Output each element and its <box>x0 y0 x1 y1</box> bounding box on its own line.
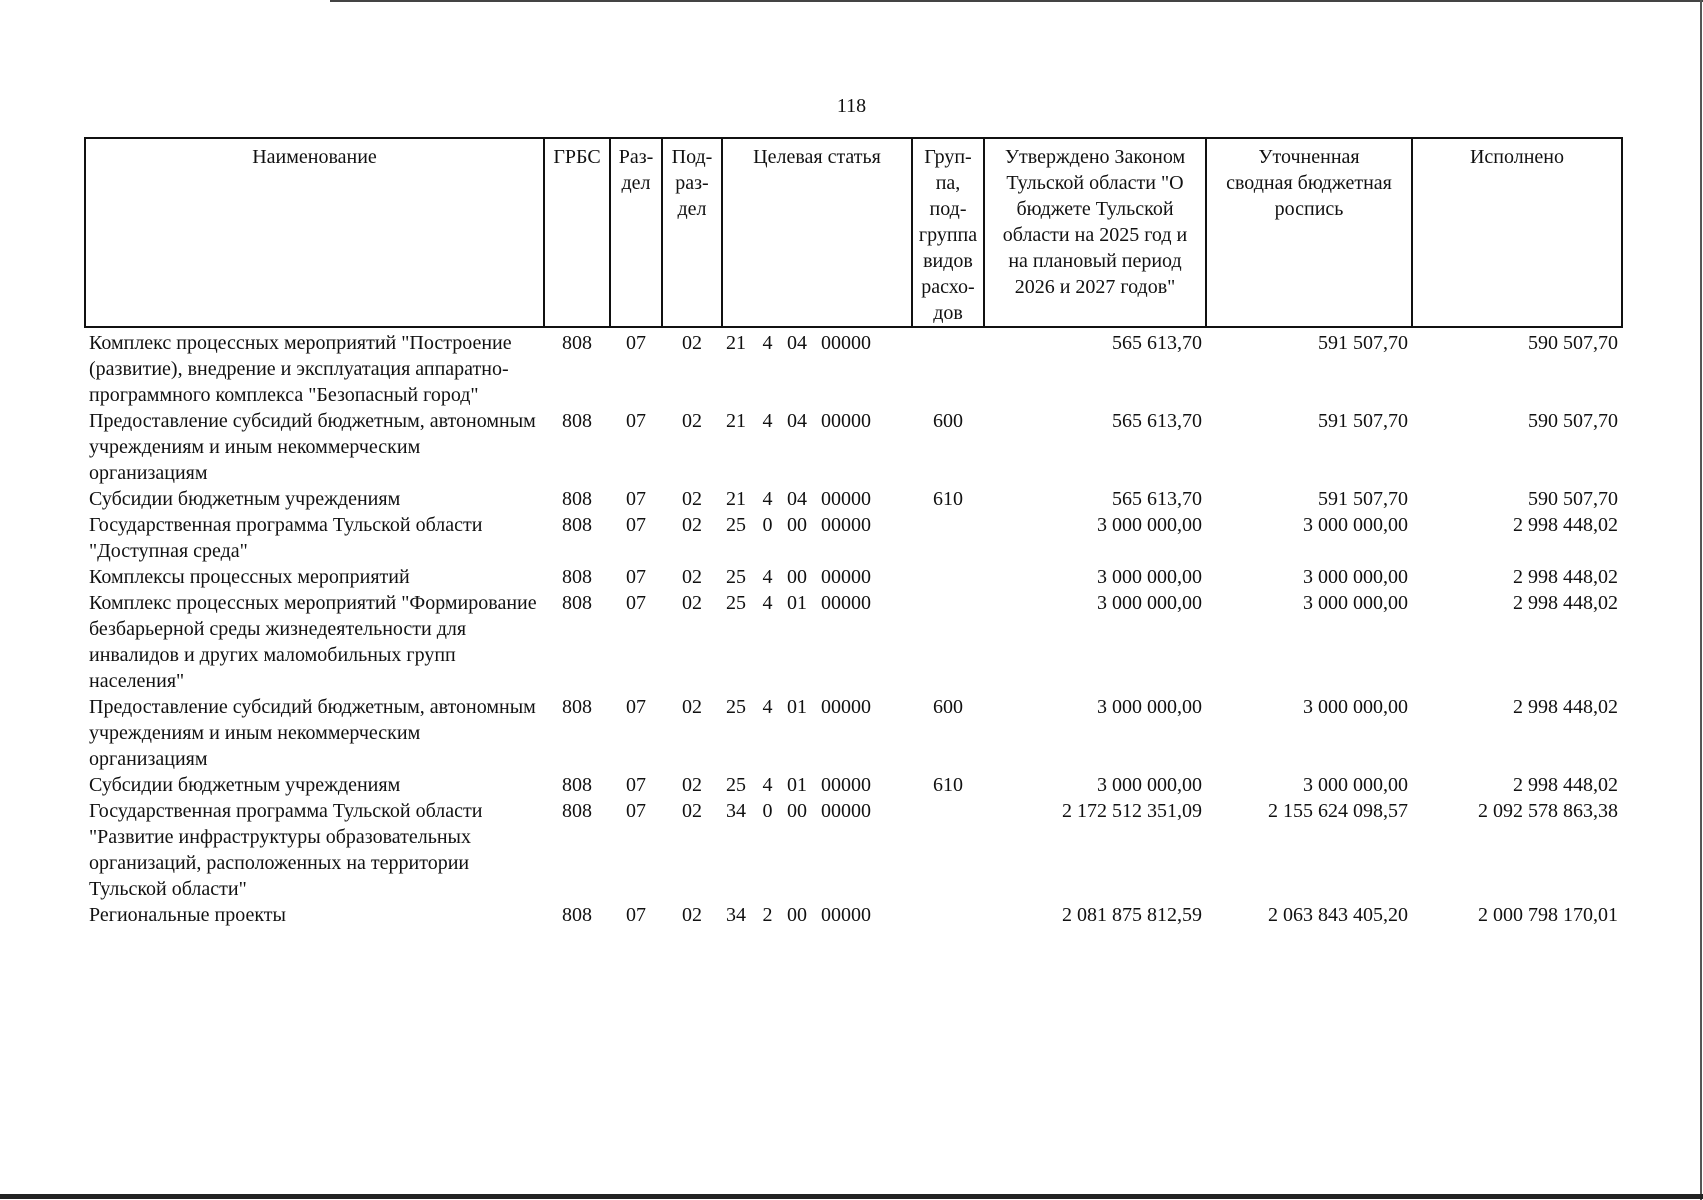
target-article-part: 00 <box>787 904 807 926</box>
top-border-line <box>330 0 1703 2</box>
target-article-part: 01 <box>787 592 807 614</box>
table-row <box>85 486 1622 512</box>
row-name: Комплекс процессных мероприятий "Построение (развитие), внедрение и эксплуатация аппаратно-программного комплекса "Безопасный город" <box>89 332 512 406</box>
row-name: Субсидии бюджетным учреждениям <box>89 488 401 510</box>
row-executed: 590 507,70 <box>1528 410 1618 432</box>
header-executed: Исполнено <box>1412 138 1622 327</box>
target-article-part: 4 <box>762 774 773 796</box>
row-expense-group: 610 <box>933 488 963 510</box>
row-refined: 591 507,70 <box>1318 488 1408 510</box>
target-article-part: 4 <box>762 410 773 432</box>
row-executed: 590 507,70 <box>1528 332 1618 354</box>
target-article-part: 01 <box>787 774 807 796</box>
row-executed: 2 998 448,02 <box>1513 566 1618 588</box>
row-name: Комплекс процессных мероприятий "Формирование безбарьерной среды жизнедеятельности для инвалидов и других маломобильных групп населения" <box>89 592 537 692</box>
row-approved: 3 000 000,00 <box>1097 566 1202 588</box>
row-name: Государственная программа Тульской области "Доступная среда" <box>89 514 483 562</box>
row-executed: 2 998 448,02 <box>1513 514 1618 536</box>
row-approved: 3 000 000,00 <box>1097 514 1202 536</box>
header-refined: Уточненная сводная бюджетная роспись <box>1206 138 1412 327</box>
row-expense-group <box>912 564 984 590</box>
target-article-part: 25 <box>726 774 746 796</box>
target-article-part: 4 <box>762 566 773 588</box>
row-approved: 565 613,70 <box>1112 410 1202 432</box>
row-approved: 3 000 000,00 <box>1097 696 1202 718</box>
row-target-article <box>722 486 912 512</box>
row-name: Государственная программа Тульской области "Развитие инфраструктуры образовательных организаций, расположенных на территории Тульской области" <box>89 800 483 900</box>
target-article-part: 4 <box>762 488 773 510</box>
row-razdel: 07 <box>626 696 646 718</box>
table-body <box>85 327 1622 928</box>
row-executed: 2 998 448,02 <box>1513 696 1618 718</box>
target-article-part: 00 <box>787 514 807 536</box>
target-article-part: 00000 <box>821 514 871 536</box>
table-row <box>85 408 1622 486</box>
row-expense-group: 610 <box>933 774 963 796</box>
row-podrazdel: 02 <box>682 696 702 718</box>
row-name: Предоставление субсидий бюджетным, автономным учреждениям и иным некоммерческим организациям <box>89 410 536 484</box>
row-target-article <box>722 902 912 928</box>
row-refined: 3 000 000,00 <box>1303 592 1408 614</box>
row-expense-group <box>912 902 984 928</box>
row-expense-group: 600 <box>933 696 963 718</box>
table-row <box>85 512 1622 564</box>
row-refined: 3 000 000,00 <box>1303 774 1408 796</box>
target-article-part: 4 <box>762 332 773 354</box>
row-expense-group <box>912 798 984 902</box>
row-razdel: 07 <box>626 774 646 796</box>
table-row <box>85 694 1622 772</box>
row-razdel: 07 <box>626 410 646 432</box>
target-article-part: 21 <box>726 410 746 432</box>
row-razdel: 07 <box>626 566 646 588</box>
row-grbs: 808 <box>562 410 592 432</box>
target-article-part: 00 <box>787 566 807 588</box>
row-razdel: 07 <box>626 904 646 926</box>
target-article-part: 21 <box>726 488 746 510</box>
row-refined: 591 507,70 <box>1318 410 1408 432</box>
right-border-line <box>1700 0 1702 1200</box>
row-name: Субсидии бюджетным учреждениям <box>89 774 401 796</box>
target-article-part: 00000 <box>821 566 871 588</box>
target-article-part: 00000 <box>821 332 871 354</box>
header-expense-group: Груп- па, под- группа видов расхо- дов <box>912 138 984 327</box>
row-expense-group <box>912 512 984 564</box>
row-podrazdel: 02 <box>682 410 702 432</box>
row-razdel: 07 <box>626 332 646 354</box>
target-article-part: 25 <box>726 592 746 614</box>
target-article-part: 00000 <box>821 592 871 614</box>
page-number: 118 <box>836 95 867 117</box>
row-approved: 2 081 875 812,59 <box>1062 904 1202 926</box>
row-approved: 3 000 000,00 <box>1097 592 1202 614</box>
row-refined: 3 000 000,00 <box>1303 566 1408 588</box>
header-razdel: Раз- дел <box>610 138 662 327</box>
row-approved: 3 000 000,00 <box>1097 774 1202 796</box>
target-article-part: 00000 <box>821 488 871 510</box>
target-article-part: 04 <box>787 410 807 432</box>
row-podrazdel: 02 <box>682 904 702 926</box>
row-podrazdel: 02 <box>682 514 702 536</box>
row-expense-group <box>912 327 984 408</box>
row-approved: 565 613,70 <box>1112 488 1202 510</box>
table-header-row <box>85 138 1622 327</box>
target-article-part: 00 <box>787 800 807 822</box>
row-refined: 3 000 000,00 <box>1303 696 1408 718</box>
row-podrazdel: 02 <box>682 774 702 796</box>
row-razdel: 07 <box>626 592 646 614</box>
target-article-part: 0 <box>762 514 773 536</box>
row-executed: 2 000 798 170,01 <box>1478 904 1618 926</box>
target-article-part: 34 <box>726 904 746 926</box>
target-article-part: 00000 <box>821 904 871 926</box>
table-row <box>85 590 1622 694</box>
target-article-part: 00000 <box>821 410 871 432</box>
row-grbs: 808 <box>562 774 592 796</box>
budget-table <box>84 137 1623 928</box>
row-refined: 3 000 000,00 <box>1303 514 1408 536</box>
row-target-article <box>722 772 912 798</box>
target-article-part: 25 <box>726 566 746 588</box>
target-article-part: 04 <box>787 332 807 354</box>
row-expense-group: 600 <box>933 410 963 432</box>
target-article-part: 4 <box>762 592 773 614</box>
target-article-part: 34 <box>726 800 746 822</box>
target-article-part: 4 <box>762 696 773 718</box>
header-grbs: ГРБС <box>544 138 610 327</box>
bottom-border-line <box>0 1194 1703 1199</box>
table-row <box>85 798 1622 902</box>
header-approved: Утверждено Законом Тульской области "О бюджете Тульской области на 2025 год и на плановый период 2026 и 2027 годов" <box>984 138 1206 327</box>
target-article-part: 00000 <box>821 774 871 796</box>
row-target-article <box>722 564 912 590</box>
target-article-part: 25 <box>726 696 746 718</box>
row-approved: 2 172 512 351,09 <box>1062 800 1202 822</box>
row-target-article <box>722 408 912 486</box>
row-grbs: 808 <box>562 566 592 588</box>
row-executed: 2 092 578 863,38 <box>1478 800 1618 822</box>
table-row <box>85 772 1622 798</box>
row-grbs: 808 <box>562 800 592 822</box>
row-podrazdel: 02 <box>682 800 702 822</box>
row-razdel: 07 <box>626 800 646 822</box>
row-razdel: 07 <box>626 514 646 536</box>
row-target-article <box>722 590 912 694</box>
target-article-part: 00000 <box>821 800 871 822</box>
table-row <box>85 564 1622 590</box>
row-grbs: 808 <box>562 514 592 536</box>
row-expense-group <box>912 590 984 694</box>
row-podrazdel: 02 <box>682 592 702 614</box>
row-executed: 590 507,70 <box>1528 488 1618 510</box>
row-grbs: 808 <box>562 488 592 510</box>
target-article-part: 21 <box>726 332 746 354</box>
row-grbs: 808 <box>562 696 592 718</box>
row-name: Региональные проекты <box>89 904 286 926</box>
row-grbs: 808 <box>562 904 592 926</box>
header-name: Наименование <box>85 138 544 327</box>
row-refined: 591 507,70 <box>1318 332 1408 354</box>
row-podrazdel: 02 <box>682 332 702 354</box>
row-podrazdel: 02 <box>682 566 702 588</box>
target-article-part: 2 <box>762 904 773 926</box>
row-name: Комплексы процессных мероприятий <box>89 566 410 588</box>
header-target-article: Целевая статья <box>722 138 912 327</box>
row-target-article <box>722 798 912 902</box>
target-article-part: 04 <box>787 488 807 510</box>
table-row <box>85 902 1622 928</box>
row-executed: 2 998 448,02 <box>1513 592 1618 614</box>
row-target-article <box>722 327 912 408</box>
row-refined: 2 155 624 098,57 <box>1268 800 1408 822</box>
target-article-part: 00000 <box>821 696 871 718</box>
header-podrazdel: Под- раз- дел <box>662 138 722 327</box>
row-target-article <box>722 512 912 564</box>
row-grbs: 808 <box>562 592 592 614</box>
row-refined: 2 063 843 405,20 <box>1268 904 1408 926</box>
row-name: Предоставление субсидий бюджетным, автономным учреждениям и иным некоммерческим организациям <box>89 696 536 770</box>
target-article-part: 25 <box>726 514 746 536</box>
table-row <box>85 327 1622 408</box>
row-podrazdel: 02 <box>682 488 702 510</box>
row-approved: 565 613,70 <box>1112 332 1202 354</box>
target-article-part: 01 <box>787 696 807 718</box>
row-razdel: 07 <box>626 488 646 510</box>
row-grbs: 808 <box>562 332 592 354</box>
row-executed: 2 998 448,02 <box>1513 774 1618 796</box>
target-article-part: 0 <box>762 800 773 822</box>
row-target-article <box>722 694 912 772</box>
